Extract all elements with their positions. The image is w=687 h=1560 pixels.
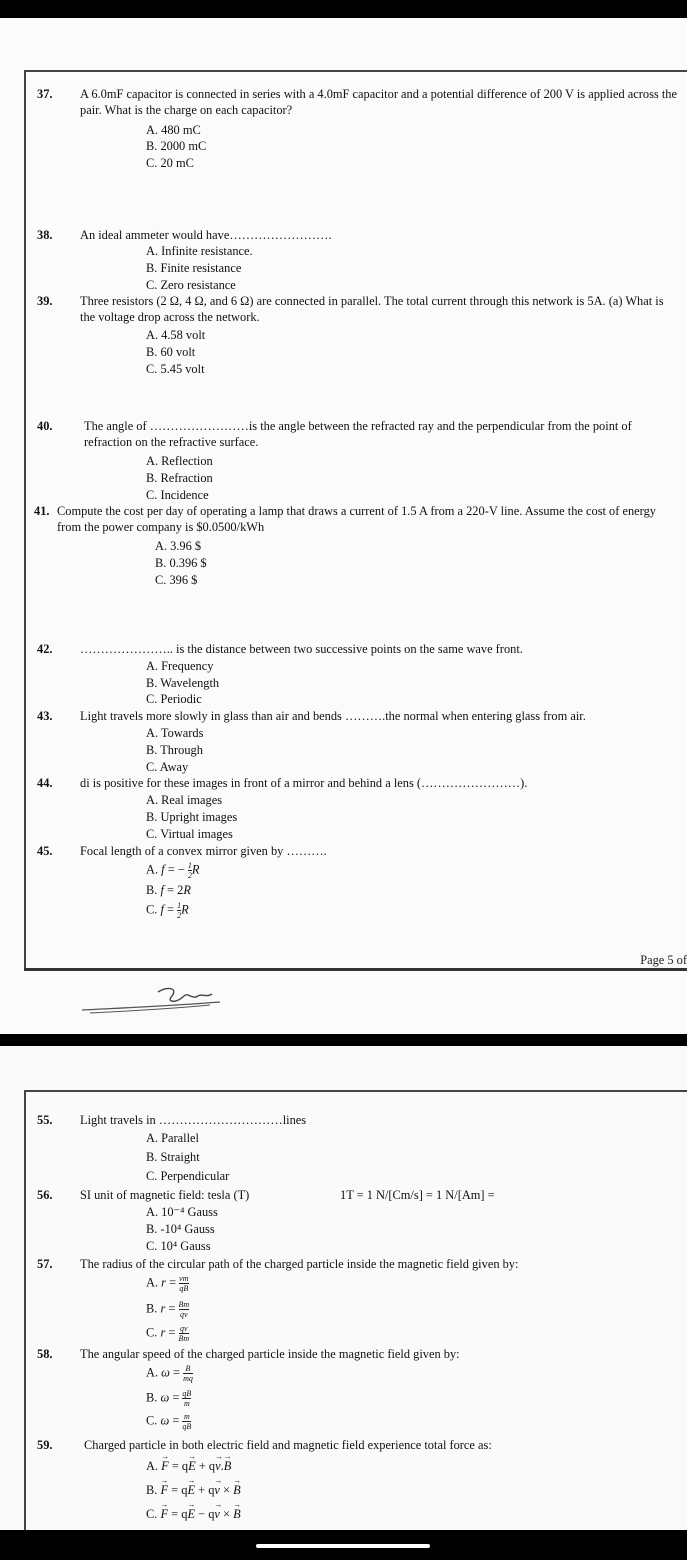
page-frame-bottom xyxy=(24,968,687,971)
option-c: C. Perpendicular xyxy=(146,1169,230,1183)
page-frame-top xyxy=(24,70,687,72)
option-letter: C. xyxy=(146,902,158,917)
option-c: C. Virtual images xyxy=(146,827,233,841)
option-letter: C. xyxy=(146,1507,158,1521)
option-letter: A. xyxy=(146,1275,159,1290)
option-b: B. -10⁴ Gauss xyxy=(146,1222,215,1236)
option-b: B. Straight xyxy=(146,1150,200,1164)
question-number: 55. xyxy=(37,1113,53,1127)
option-letter: C. xyxy=(146,1413,158,1428)
question-number: 56. xyxy=(37,1188,53,1202)
question-text: Three resistors (2 Ω, 4 Ω, and 6 Ω) are connected in parallel. The total current through this network is 5A. (a) What is the voltage drop across the network. xyxy=(80,294,664,324)
option-c: C. ω = $\frac{m}{qB}$ xyxy=(146,1412,192,1431)
question-text: SI unit of magnetic field: tesla (T) xyxy=(80,1188,250,1202)
question-text: The radius of the circular path of the charged particle inside the magnetic field given by: xyxy=(80,1257,519,1271)
question-number: 45. xyxy=(37,844,53,858)
question-number: 57. xyxy=(37,1257,53,1271)
page-frame-left xyxy=(24,1090,26,1530)
option-b: B. 0.396 $ xyxy=(155,556,207,570)
question-text: di is positive for these images in front of a mirror and behind a lens (……………………). xyxy=(80,776,528,790)
option-a: A. → F = q→ E + q→ v.→ B xyxy=(146,1458,231,1474)
question-text: Compute the cost per day of operating a lamp that draws a current of 1.5 A from a 220-V line. Assume the cost of energy from the power company is $0.0500/kWh xyxy=(57,504,656,534)
question-text: Charged particle in both electric field and magnetic field experience total force as: xyxy=(84,1438,492,1452)
option-a: A. 4.58 volt xyxy=(146,328,206,342)
option-a: A. Real images xyxy=(146,793,223,807)
option-b: B. ω = $\frac{qB}{m}$ xyxy=(146,1389,192,1408)
option-b: B. Through xyxy=(146,743,203,757)
option-c: C. Zero resistance xyxy=(146,278,236,292)
exam-page-next xyxy=(0,1046,687,1530)
option-c: C. r = $\frac{qv}{Bm}$ xyxy=(146,1324,190,1343)
exam-page-5 xyxy=(0,18,687,1034)
option-a: A. Reflection xyxy=(146,454,213,468)
option-b: B. Refraction xyxy=(146,471,213,485)
option-a: A. Frequency xyxy=(146,659,214,673)
question-number: 44. xyxy=(37,776,53,790)
question-text: A 6.0mF capacitor is connected in series with a 4.0mF capacitor and a potential difference of 200 V is applied across the pair. What is the charge on each capacitor? xyxy=(80,87,677,117)
option-letter: B. xyxy=(146,1390,158,1405)
option-c: C. Away xyxy=(146,760,189,774)
question-number: 58. xyxy=(37,1347,53,1361)
option-letter: A. xyxy=(146,1459,159,1473)
question-number: 38. xyxy=(37,228,53,242)
option-b: B. 2000 mC xyxy=(146,139,207,153)
question-number: 43. xyxy=(37,709,53,723)
option-c: C. 20 mC xyxy=(146,156,194,170)
question-number: 37. xyxy=(37,87,53,101)
option-letter: B. xyxy=(146,1301,158,1316)
option-a: A. Infinite resistance. xyxy=(146,244,253,258)
top-black-bar xyxy=(0,0,687,18)
option-a: A. r = $\frac{vm}{qB}$ xyxy=(146,1274,189,1293)
option-c: C. → F = q→ E − q→ v × → B xyxy=(146,1506,241,1522)
home-indicator[interactable] xyxy=(256,1544,430,1548)
option-b: B. Upright images xyxy=(146,810,238,824)
question-text: An ideal ammeter would have……………………. xyxy=(80,228,332,242)
option-a: A. Parallel xyxy=(146,1131,199,1145)
option-b: B. r = $\frac{Bm}{qv}$ xyxy=(146,1300,190,1319)
option-letter: A. xyxy=(146,862,159,877)
option-a: A. f = − $\frac{1}{2}$ R xyxy=(146,861,200,880)
page-frame-top xyxy=(24,1090,687,1092)
option-b: B. → F = q→ E + q→ v × → B xyxy=(146,1482,241,1498)
question-text: Light travels in …………………………lines xyxy=(80,1113,307,1127)
option-c: C. 5.45 volt xyxy=(146,362,205,376)
option-letter: A. xyxy=(146,1365,159,1380)
question-text: Focal length of a convex mirror given by ………. xyxy=(80,844,327,858)
question-number: 42. xyxy=(37,642,53,656)
option-b: B. f = 2R xyxy=(146,883,191,897)
question-number: 41. xyxy=(34,504,50,518)
question-number: 40. xyxy=(37,419,53,433)
option-c: C. 10⁴ Gauss xyxy=(146,1239,211,1253)
option-letter: B. xyxy=(146,1483,158,1497)
question-text: Light travels more slowly in glass than air and bends ……….the normal when entering glass from air. xyxy=(80,709,586,723)
question-number: 59. xyxy=(37,1438,53,1452)
option-c: C. f = $\frac{1}{2}$ R xyxy=(146,901,189,920)
option-letter: C. xyxy=(146,1325,158,1340)
signature xyxy=(80,978,230,1018)
question-text: The angular speed of the charged particle inside the magnetic field given by: xyxy=(80,1347,460,1361)
option-b: B. Finite resistance xyxy=(146,261,242,275)
question-note: 1T = 1 N/[Cm/s] = 1 N/[Am] = xyxy=(340,1188,495,1202)
question-number: 39. xyxy=(37,294,53,308)
page-number: Page 5 of xyxy=(640,953,687,967)
option-a: A. 10⁻⁴ Gauss xyxy=(146,1205,218,1219)
question-text: ………………….. is the distance between two successive points on the same wave front. xyxy=(80,642,523,656)
option-b: B. 60 volt xyxy=(146,345,196,359)
option-a: A. Towards xyxy=(146,726,204,740)
question-text: The angle of ……………………is the angle between the refracted ray and the perpendicular from the point of refraction on the refractive surface. xyxy=(84,419,632,449)
option-b: B. Wavelength xyxy=(146,676,220,690)
page-frame-left xyxy=(24,70,26,970)
option-a: A. ω = $\frac{B}{mq}$ xyxy=(146,1364,193,1383)
option-c: C. 396 $ xyxy=(155,573,198,587)
option-a: A. 480 mC xyxy=(146,123,201,137)
option-c: C. Periodic xyxy=(146,692,202,706)
option-letter: B. xyxy=(146,883,158,897)
option-a: A. 3.96 $ xyxy=(155,539,202,553)
option-c: C. Incidence xyxy=(146,488,209,502)
